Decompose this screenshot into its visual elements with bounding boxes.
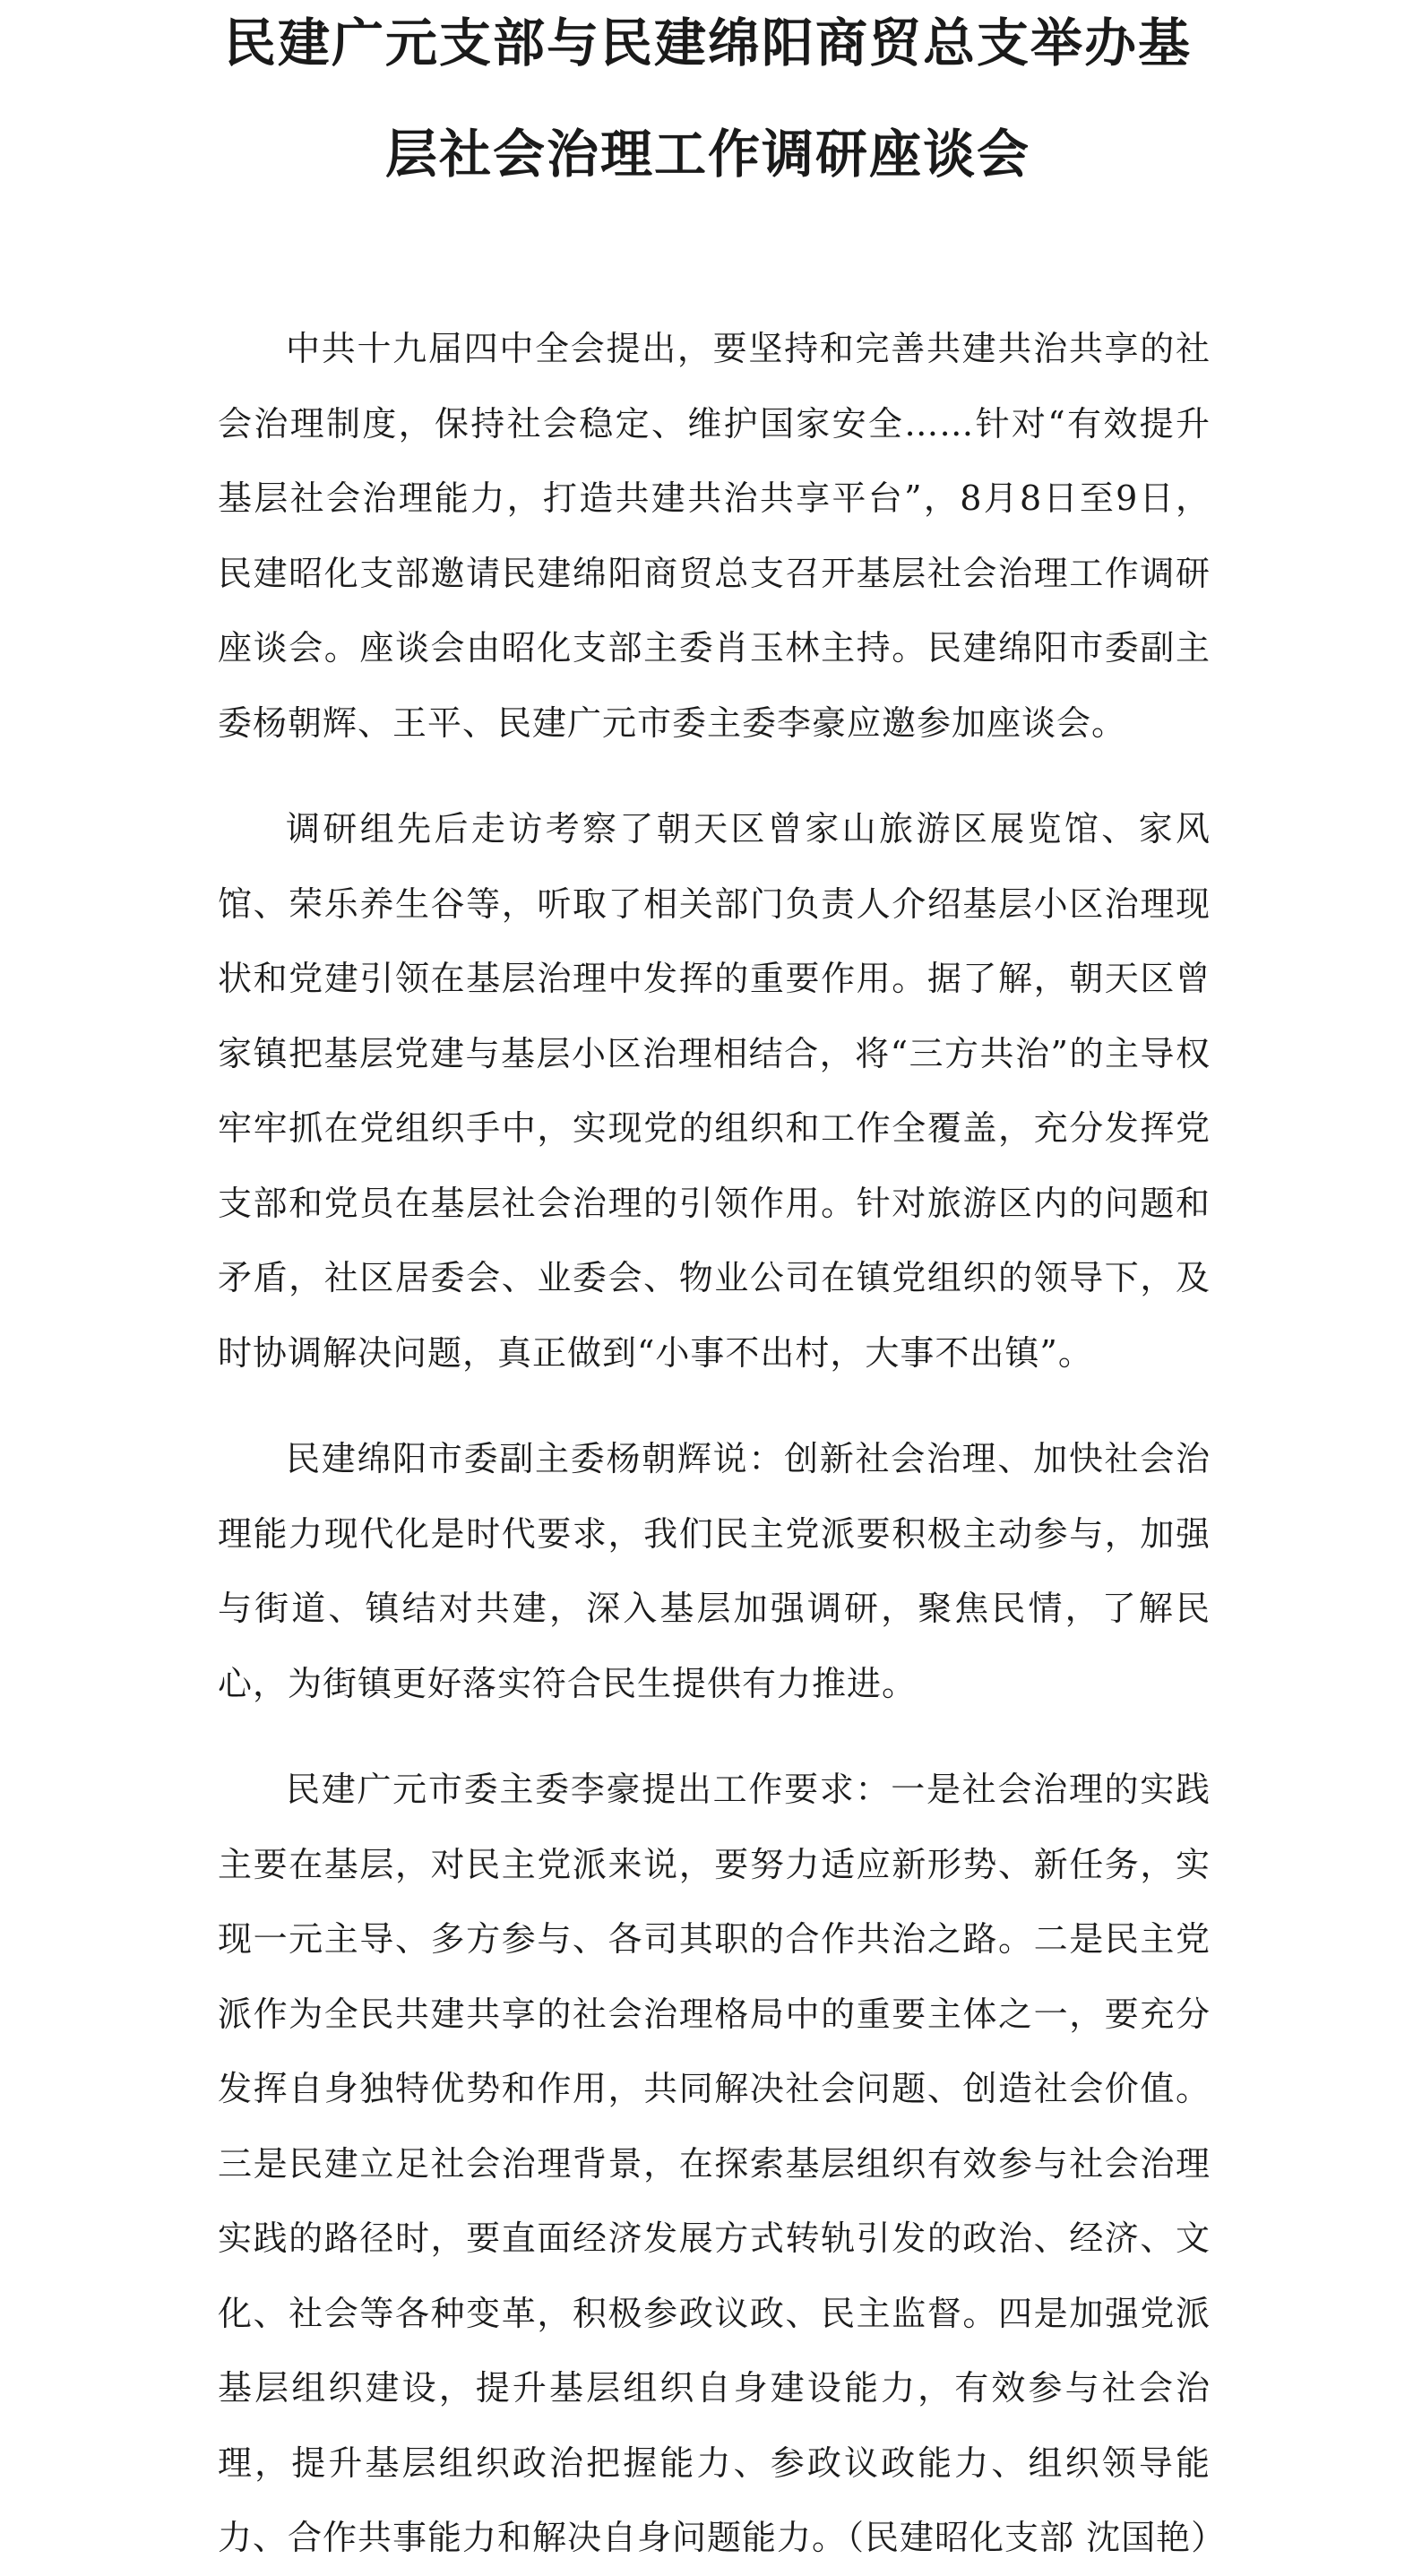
paragraph-3: 民建绵阳市委副主委杨朝辉说：创新社会治理、加快社会治理能力现代化是时代要求，我们民主党派要积极主动参与，加强与街道、镇结对共建，深入基层加强调研，聚焦民情，了解民心，为街镇更好落实符合民生提供有力推进。 (218, 1439, 1211, 1703)
paragraph-1: 中共十九届四中全会提出，要坚持和完善共建共治共享的社会治理制度，保持社会稳定、维护国家安全……针对“有效提升基层社会治理能力，打造共建共治共享平台”，8月8日至9日，民建昭化支部邀请民建绵阳商贸总支召开基层社会治理工作调研座谈会。座谈会由昭化支部主委肖玉林主持。民建绵阳市委副主委杨朝辉、王平、民建广元市委主委李豪应邀参加座谈会。 (218, 329, 1211, 743)
article-body (218, 312, 1227, 2576)
paragraph-2: 调研组先后走访考察了朝天区曾家山旅游区展览馆、家风馆、荣乐养生谷等，听取了相关部门负责人介绍基层小区治理现状和党建引领在基层治理中发挥的重要作用。据了解，朝天区曾家镇把基层党建与基层小区治理相结合，将“三方共治”的主导权牢牢抓在党组织手中，实现党的组织和工作全覆盖，充分发挥党支部和党员在基层社会治理的引领作用。针对旅游区内的问题和矛盾，社区居委会、业委会、物业公司在镇党组织的领导下，及时协调解决问题，真正做到“小事不出村，大事不出镇”。 (218, 809, 1211, 1373)
article-title-line-1: 民建广元支部与民建绵阳商贸总支举办基 (223, 13, 1192, 73)
paragraph-4: 民建广元市委主委李豪提出工作要求：一是社会治理的实践主要在基层，对民主党派来说，要努力适应新形势、新任务，实现一元主导、多方参与、各司其职的合作共治之路。二是民主党派作为全民共建共享的社会治理格局中的重要主体之一，要充分发挥自身独特优势和作用，共同解决社会问题、创造社会价值。三是民建立足社会治理背景，在探索基层组织有效参与社会治理实践的路径时，要直面经济发展方式转轨引发的政治、经济、文化、社会等各种变革，积极参政议政、民主监督。四是加强党派基层组织建设，提升基层组织自身建设能力，有效参与社会治理，提升基层组织政治把握能力、参政议政能力、组织领导能力、合作共事能力和解决自身问题能力。（民建昭化支部 沈国艳） (218, 1770, 1227, 2557)
article-title-line-2: 层社会治理工作调研座谈会 (384, 124, 1030, 185)
